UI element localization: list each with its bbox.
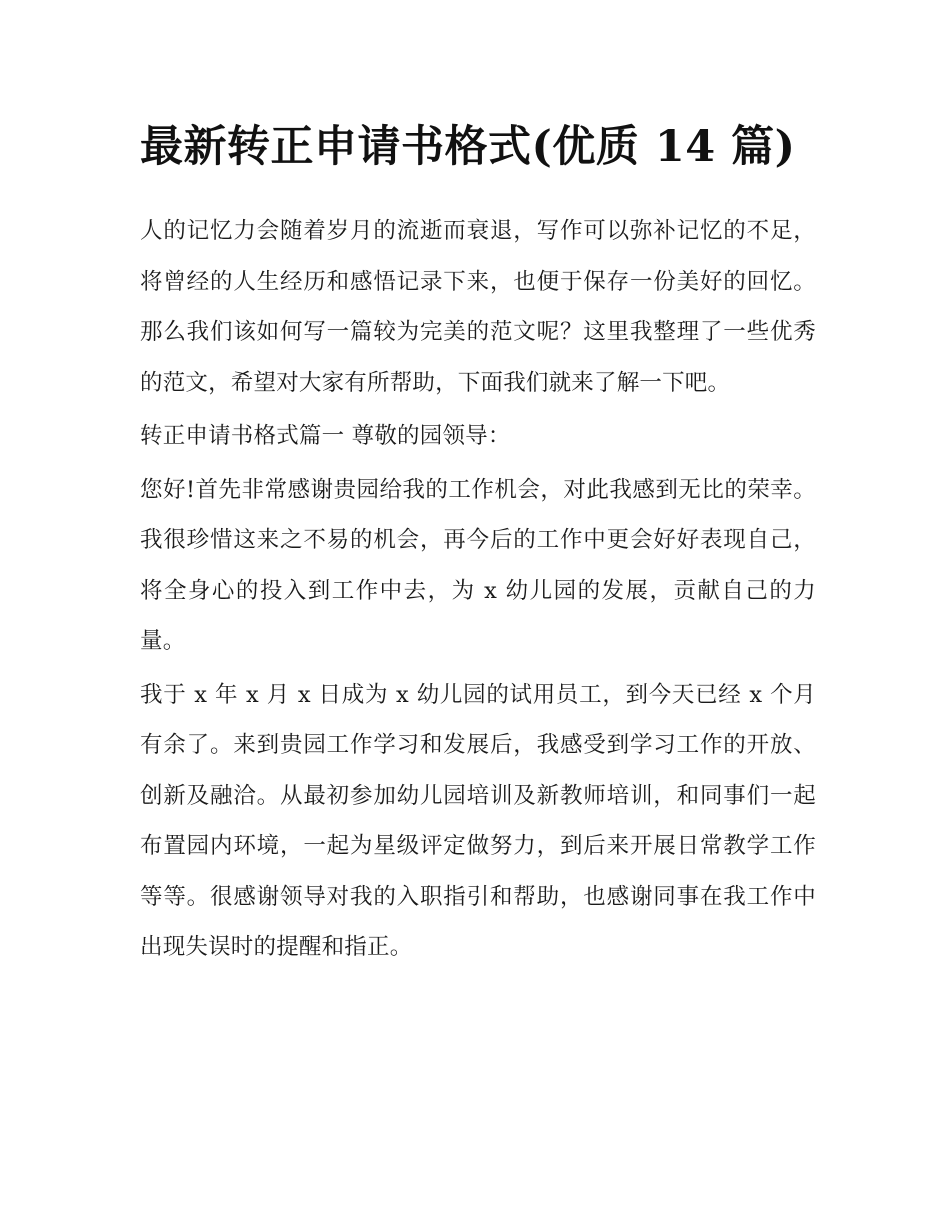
intro-paragraph: 人的记忆力会随着岁月的流逝而衰退，写作可以弥补记忆的不足，将曾经的人生经历和感悟记录下来，也便于保存一份美好的回忆。那么我们该如何写一篇较为完美的范文呢？这里我整理了一些优秀的范文，希望对大家有所帮助，下面我们就来了解一下吧。 <box>140 218 816 396</box>
document-body <box>140 108 816 976</box>
body-paragraph: 我于 x 年 x 月 x 日成为 x 幼儿园的试用员工，到今天已经 x 个月有余了。来到贵园工作学习和发展后，我感受到学习工作的开放、创新及融洽。从最初参加幼儿园培训及新教师培训，和同事们一起布置园内环境，一起为星级评定做努力，到后来开展日常教学工作等等。很感谢领导对我的入职指引和帮助，也感谢同事在我工作中出现失误时的提醒和指正。 <box>140 681 816 960</box>
document-title: 最新转正申请书格式(优质 14 篇) <box>140 122 796 172</box>
greeting-paragraph: 您好!首先非常感谢贵园给我的工作机会，对此我感到无比的荣幸。我很珍惜这来之不易的机会，再今后的工作中更会好好表现自己，将全身心的投入到工作中去，为 x 幼儿园的发展，贡献自己的力量。 <box>140 476 816 654</box>
section-heading-paragraph: 转正申请书格式篇一 尊敬的园领导： <box>140 423 511 449</box>
